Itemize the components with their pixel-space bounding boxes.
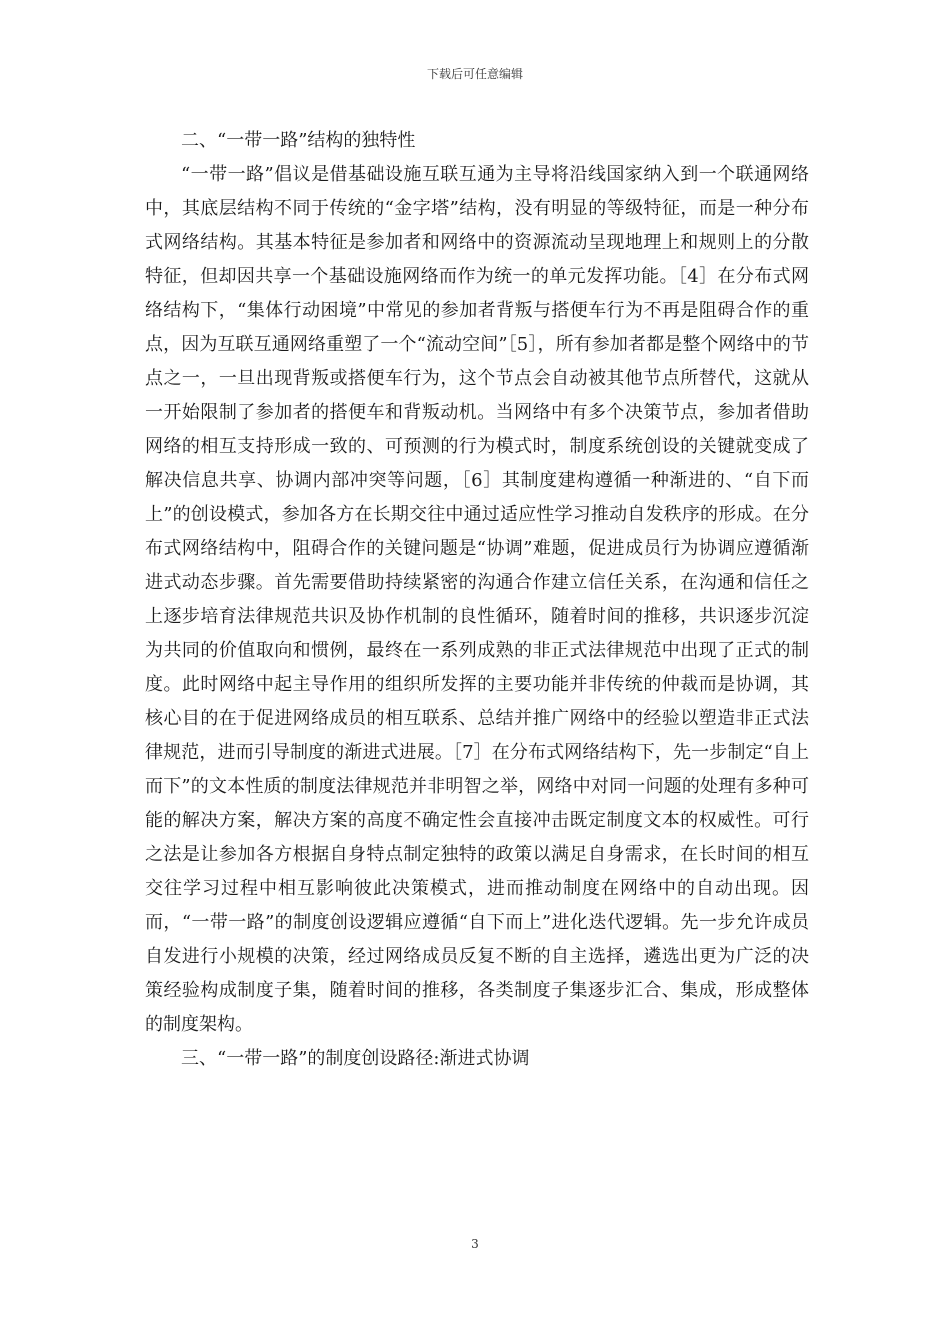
document-body [145, 124, 809, 1076]
section-heading-2: 二、“一带一路”结构的独特性 [181, 130, 416, 151]
page-header: 下载后可任意编辑 [426, 67, 523, 81]
section-2-paragraph: “一带一路”倡议是借基础设施互联互通为主导将沿线国家纳入到一个联通网络中，其底层结构不同于传统的“金字塔”结构，没有明显的等级特征，而是一种分布式网络结构。其基本特征是参加者和网络中的资源流动呈现地理上和规则上的分散特征，但却因共享一个基础设施网络而作为统一的单元发挥功能。［4］在分布式网络结构下，“集体行动困境”中常见的参加者背叛与搭便车行为不再是阻碍合作的重点，因为互联互通网络重塑了一个“流动空间”［5］，所有参加者都是整个网络中的节点之一，一旦出现背叛或搭便车行为，这个节点会自动被其他节点所替代，这就从一开始限制了参加者的搭便车和背叛动机。当网络中有多个决策节点，参加者借助网络的相互支持形成一致的、可预测的行为模式时，制度系统创设的关键就变成了解决信息共享、协调内部冲突等问题，［6］其制度建构遵循一种渐进的、“自下而上”的创设模式，参加各方在长期交往中通过适应性学习推动自发秩序的形成。在分布式网络结构中，阻碍合作的关键问题是“协调”难题，促进成员行为协调应遵循渐进式动态步骤。首先需要借助持续紧密的沟通合作建立信任关系，在沟通和信任之上逐步培育法律规范共识及协作机制的良性循环，随着时间的推移，共识逐步沉淀为共同的价值取向和惯例，最终在一系列成熟的非正式法律规范中出现了正式的制度。此时网络中起主导作用的组织所发挥的主要功能并非传统的仲裁而是协调，其核心目的在于促进网络成员的相互联系、总结并推广网络中的经验以塑造非正式法律规范，进而引导制度的渐进式进展。［7］在分布式网络结构下，先一步制定“自上而下”的文本性质的制度法律规范并非明智之举，网络中对同一问题的处理有多种可能的解决方案，解决方案的高度不确定性会直接冲击既定制度文本的权威性。可行之法是让参加各方根据自身特点制定独特的政策以满足自身需求，在长时间的相互交往学习过程中相互影响彼此决策模式，进而推动制度在网络中的自动出现。因而，“一带一路”的制度创设逻辑应遵循“自下而上”进化迭代逻辑。先一步允许成员自发进行小规模的决策，经过网络成员反复不断的自主选择，遴选出更为广泛的决策经验构成制度子集，随着时间的推移，各类制度子集逐步汇合、集成，形成整体的制度架构。 [145, 164, 809, 1035]
section-heading-3: 三、“一带一路”的制度创设路径:渐进式协调 [181, 1048, 530, 1069]
page-number: 3 [471, 1237, 479, 1251]
